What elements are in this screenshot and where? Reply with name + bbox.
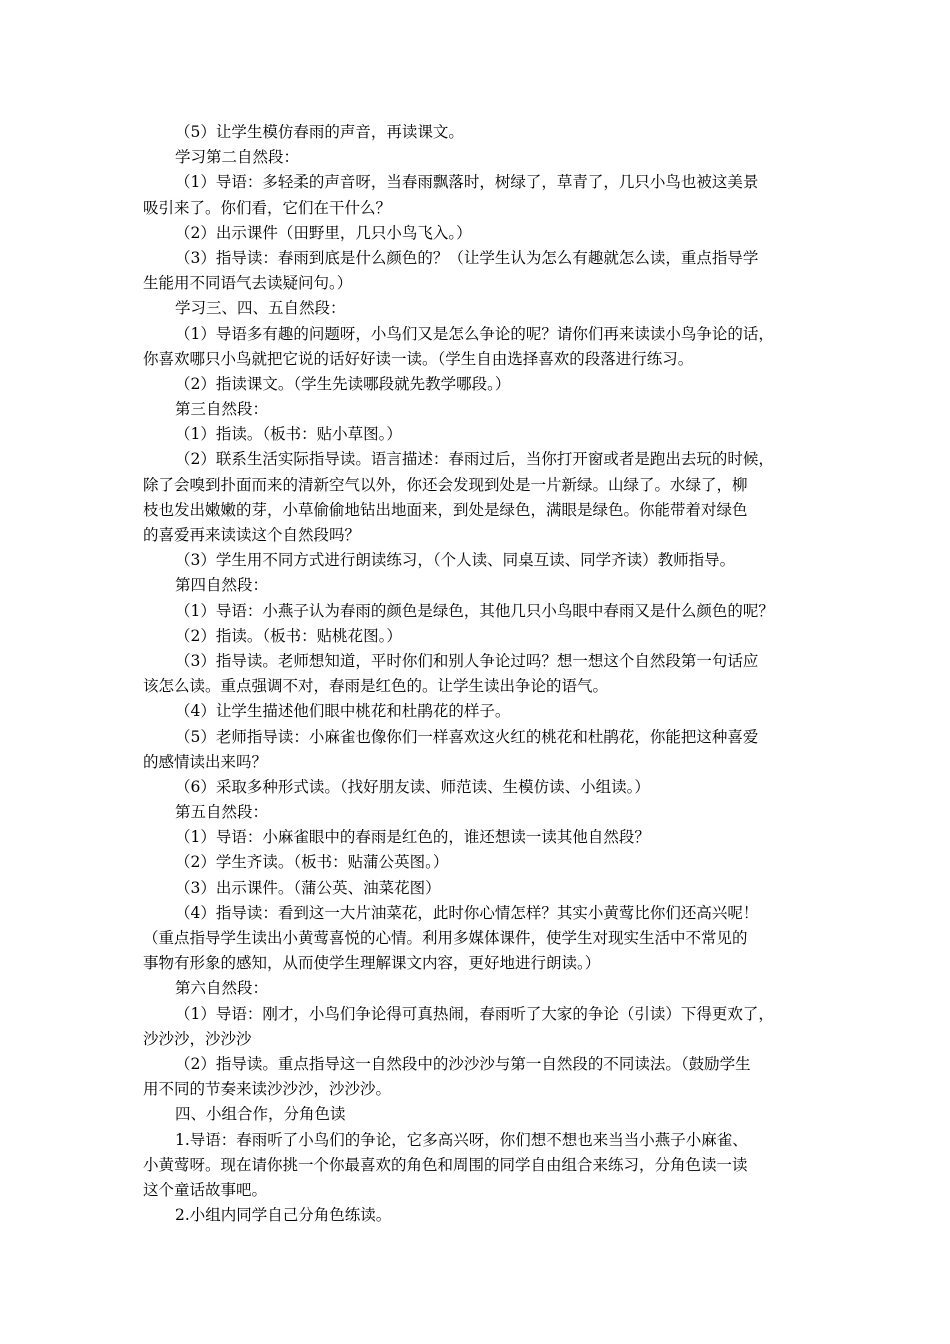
text-line: （5）老师指导读：小麻雀也像你们一样喜欢这火红的桃花和杜鹃花，你能把这种喜爱 <box>175 727 759 746</box>
text-line: 该怎么读。重点强调不对，春雨是红色的。让学生读出争论的语气。 <box>143 677 609 696</box>
text-line: （2）学生齐读。（板书：贴蒲公英图。） <box>175 853 449 872</box>
text-line: 第四自然段： <box>175 576 269 595</box>
text-line: 第五自然段： <box>175 803 269 822</box>
text-line: 2.小组内同学自己分角色练读。 <box>175 1206 392 1225</box>
text-line: （1）指读。（板书：贴小草图。） <box>175 425 402 444</box>
text-line: 学习第二自然段： <box>175 148 300 167</box>
text-line: （1）导语：小麻雀眼中的春雨是红色的，谁还想读一读其他自然段？ <box>175 828 650 847</box>
text-line: （2）出示课件（田野里，几只小鸟飞入。） <box>175 223 472 242</box>
document-page <box>143 120 813 1228</box>
text-line: （6）采取多种形式读。（找好朋友读、师范读、生模仿读、小组读。） <box>175 777 650 796</box>
text-line: 小黄莺呀。现在请你挑一个你最喜欢的角色和周围的同学自由组合来练习，分角色读一读 <box>143 1155 748 1174</box>
text-line: 你喜欢哪只小鸟就把它说的话好好读一读。（学生自由选择喜欢的段落进行练习。 <box>143 349 694 368</box>
text-line: 事物有形象的感知，从而使学生理解课文内容，更好地进行朗读。） <box>143 954 601 973</box>
text-line: 学习三、四、五自然段： <box>175 299 346 318</box>
text-line: （1）导语：多轻柔的声音呀，当春雨飘落时，树绿了，草青了，几只小鸟也被这美景 <box>175 173 759 192</box>
text-line: （1）导语：刚才，小鸟们争论得可真热闹，春雨听了大家的争论（引读）下得更欢了， <box>175 1004 774 1023</box>
text-line: 除了会嗅到扑面而来的清新空气以外，你还会发现到处是一片新绿。山绿了。水绿了，柳 <box>143 475 748 494</box>
text-line: （4）指导读：看到这一大片油菜花，此时你心情怎样？其实小黄莺比你们还高兴呢！ <box>175 903 759 922</box>
text-line: 第六自然段： <box>175 979 269 998</box>
text-line: （3）出示课件。（蒲公英、油菜花图） <box>175 878 441 897</box>
text-line: （1）导语多有趣的问题呀，小鸟们又是怎么争论的呢？请你们再来读读小鸟争论的话， <box>175 324 774 343</box>
text-line: （3）学生用不同方式进行朗读练习，（个人读、同桌互读、同学齐读）教师指导。 <box>175 551 736 570</box>
text-line: （2）联系生活实际指导读。语言描述：春雨过后，当你打开窗或者是跑出去玩的时候， <box>175 450 774 469</box>
text-line: （3）指导读：春雨到底是什么颜色的？（让学生认为怎么有趣就怎么读，重点指导学 <box>175 248 759 267</box>
text-line: （5）让学生模仿春雨的声音，再读课文。 <box>175 123 464 141</box>
text-line: 四、小组合作，分角色读 <box>175 1105 346 1124</box>
text-line: 1.导语：春雨听了小鸟们的争论，它多高兴呀，你们想不想也来当当小燕子小麻雀、 <box>175 1130 748 1149</box>
text-line: （2）指导读。重点指导这一自然段中的沙沙沙与第一自然段的不同读法。（鼓励学生 <box>175 1054 751 1073</box>
text-line: 生能用不同语气去读疑问句。） <box>143 274 353 293</box>
text-line: 吸引来了。你们看，它们在干什么？ <box>143 198 392 217</box>
text-line: 用不同的节奏来读沙沙沙，沙沙沙。 <box>143 1080 392 1099</box>
text-line: （3）指导读。老师想知道，平时你们和别人争论过吗？想一想这个自然段第一句话应 <box>175 651 759 670</box>
text-line: （4）让学生描述他们眼中桃花和杜鹃花的样子。 <box>175 702 511 721</box>
text-line: （重点指导学生读出小黄莺喜悦的心情。利用多媒体课件，使学生对现实生活中不常见的 <box>143 929 748 947</box>
text-line: 的喜爱再来读读这个自然段吗？ <box>143 526 361 544</box>
text-line: 这个童话故事吧。 <box>143 1180 268 1199</box>
text-line: （1）导语：小燕子认为春雨的颜色是绿色，其他几只小鸟眼中春雨又是什么颜色的呢？ <box>175 601 774 620</box>
text-line: 的感情读出来吗？ <box>143 752 268 771</box>
text-line: 第三自然段： <box>175 400 269 419</box>
text-line: 枝也发出嫩嫩的芽，小草偷偷地钻出地面来，到处是绿色，满眼是绿色。你能带着对绿色 <box>143 500 748 519</box>
text-line: （2）指读。（板书：贴桃花图。） <box>175 626 402 645</box>
text-line: （2）指读课文。（学生先读哪段就先教学哪段。） <box>175 374 511 393</box>
text-line: 沙沙沙，沙沙沙 <box>143 1029 252 1048</box>
